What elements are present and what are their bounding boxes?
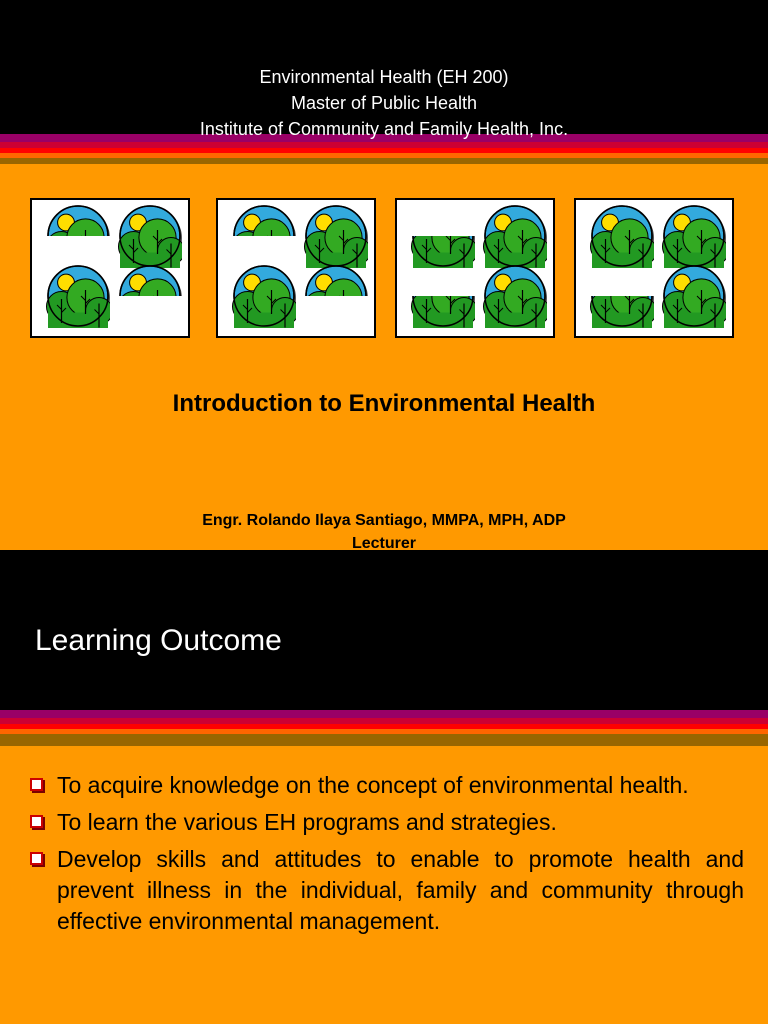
course-code: Environmental Health (EH 200) bbox=[259, 67, 509, 87]
section-title: Learning Outcome bbox=[35, 624, 282, 657]
list-item-text: To learn the various EH programs and strategies. bbox=[57, 809, 557, 835]
outcome-list bbox=[30, 770, 744, 943]
tree-landscape-icon bbox=[663, 266, 729, 336]
author-role: Lecturer bbox=[351, 535, 417, 550]
tree-landscape-icon bbox=[119, 266, 185, 336]
list-item bbox=[30, 770, 744, 801]
tree-landscape-icon bbox=[47, 266, 113, 336]
tree-landscape-icon bbox=[484, 266, 550, 336]
header-stripes bbox=[0, 710, 768, 746]
learning-outcome-slide bbox=[0, 550, 768, 1024]
square-bullet-icon bbox=[30, 778, 43, 791]
tree-landscape-icon bbox=[233, 266, 299, 336]
author-name: Engr. Rolando Ilaya Santiago, MMPA, MPH, ADP bbox=[202, 512, 566, 529]
author-block bbox=[0, 509, 768, 550]
clipart-panel-4 bbox=[574, 198, 734, 338]
list-item bbox=[30, 807, 744, 838]
clipart-panel-2 bbox=[216, 198, 376, 338]
institute-name: Institute of Community and Family Health, Inc. bbox=[199, 119, 569, 139]
tree-landscape-icon bbox=[591, 266, 657, 336]
list-item-text: To acquire knowledge on the concept of environmental health. bbox=[57, 772, 689, 798]
tree-landscape-icon bbox=[412, 206, 478, 283]
list-item bbox=[30, 844, 744, 937]
program-name: Master of Public Health bbox=[290, 93, 478, 113]
tree-landscape-icon bbox=[305, 266, 371, 336]
course-header bbox=[0, 64, 768, 142]
square-bullet-icon bbox=[30, 815, 43, 828]
clipart-panel-3 bbox=[395, 198, 555, 338]
clipart-panel-1 bbox=[30, 198, 190, 338]
slide-title: Introduction to Environmental Health bbox=[172, 390, 596, 417]
tree-landscape-icon bbox=[591, 206, 657, 283]
list-item-text: Develop skills and attitudes to enable to promote health and prevent illness in the individual, family and community through effective environmental management. bbox=[57, 846, 744, 934]
square-bullet-icon bbox=[30, 852, 43, 865]
tree-landscape-icon bbox=[412, 266, 478, 336]
